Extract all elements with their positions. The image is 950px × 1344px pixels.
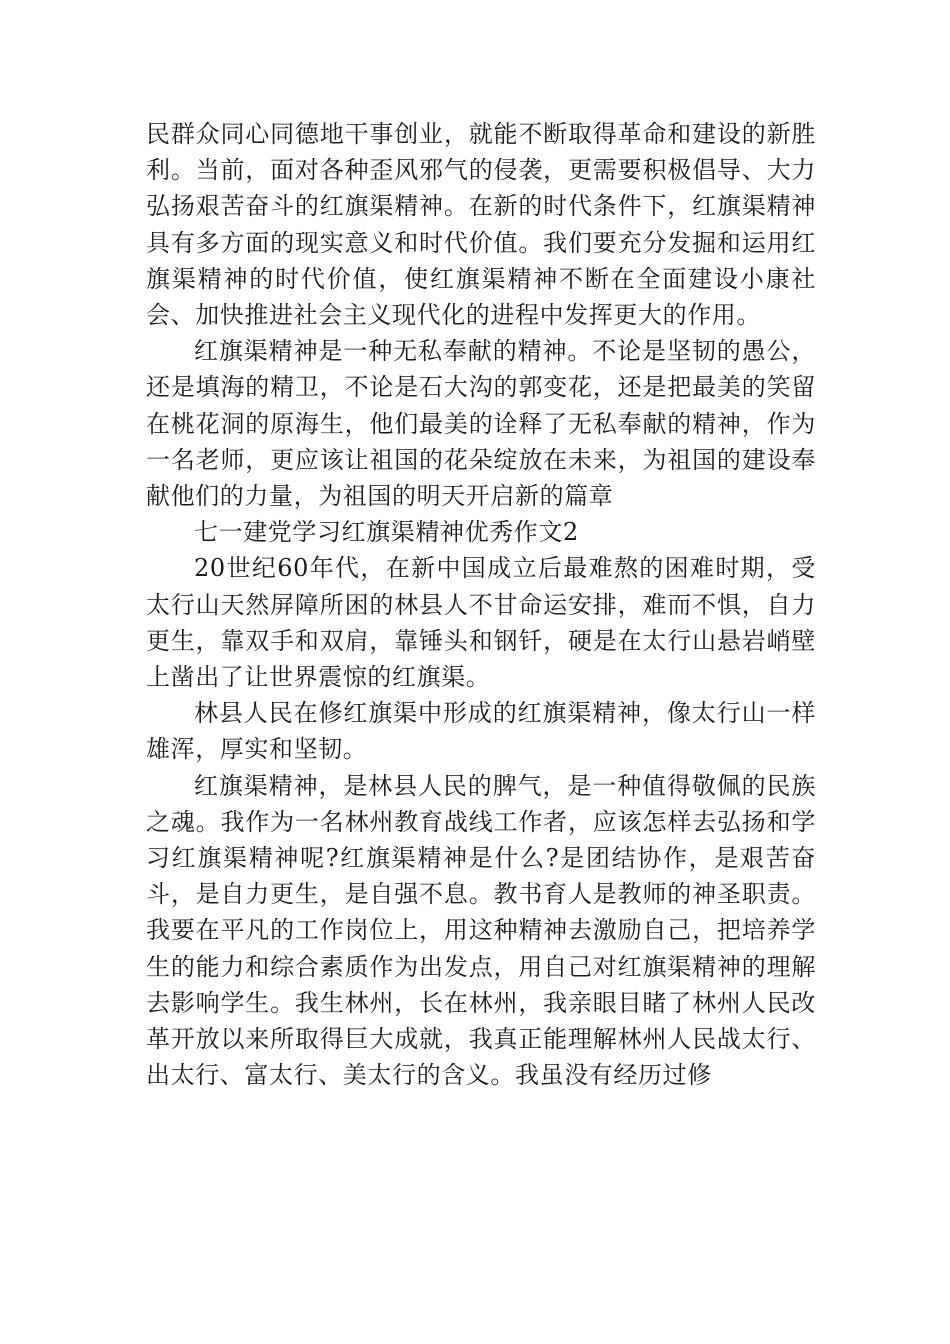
paragraph-educator-reflection: 红旗渠精神，是林县人民的脾气，是一种值得敬佩的民族之魂。我作为一名林州教育战线工作者，应该怎样去弘扬和学习红旗渠精神呢?红旗渠精神是什么?是团结协作，是艰苦奋斗，是自力更生，是自强不息。教书育人是教师的神圣职责。我要在平凡的工作岗位上，用这种精神去激励自己，把培养学生的能力和综合素质作为出发点，用自己对红旗渠精神的理解去影响学生。我生林州，长在林州，我亲眼目睹了林州人民改革开放以来所取得巨大成就，我真正能理解林州人民战太行、出太行、富太行、美太行的含义。我虽没有经历过修 (146, 771, 816, 1090)
paragraph-1960s-history: 20世纪60年代，在新中国成立后最难熬的困难时期，受太行山天然屏障所困的林县人不甘命运安排，难而不惧，自力更生，靠双手和双肩，靠锤头和钢钎，硬是在太行山悬岩峭壁上凿出了让世界震惊的红旗渠。 (146, 554, 816, 692)
section-heading: 七一建党学习红旗渠精神优秀作文2 (194, 518, 579, 547)
document-page (146, 116, 816, 1093)
paragraph-selfless-dedication: 红旗渠精神是一种无私奉献的精神。不论是坚韧的愚公，还是填海的精卫，不论是石大沟的郭变花，还是把最美的笑留在桃花洞的原海生，他们最美的诠释了无私奉献的精神，作为一名老师，更应该让祖国的花朵绽放在未来，为祖国的建设奉献他们的力量，为祖国的明天开启新的篇章 (146, 337, 816, 511)
paragraph-linxian-spirit: 林县人民在修红旗渠中形成的红旗渠精神，像太行山一样雄浑，厚实和坚韧。 (146, 699, 816, 764)
paragraph-continuation: 民群众同心同德地干事创业，就能不断取得革命和建设的新胜利。当前，面对各种歪风邪气的侵袭，更需要积极倡导、大力弘扬艰苦奋斗的红旗渠精神。在新的时代条件下，红旗渠精神具有多方面的现实意义和时代价值。我们要充分发掘和运用红旗渠精神的时代价值，使红旗渠精神不断在全面建设小康社会、加快推进社会主义现代化的进程中发挥更大的作用。 (146, 120, 816, 330)
